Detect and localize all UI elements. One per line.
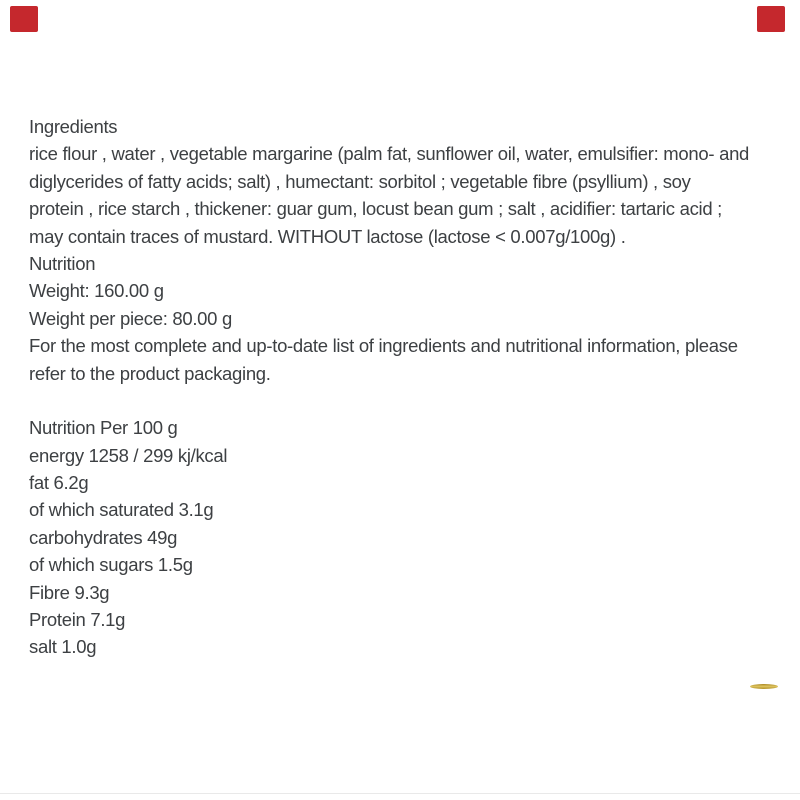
nutrition-row-salt: salt 1.0g	[29, 636, 97, 658]
weight-per-piece-value: Weight per piece: 80.00 g	[29, 307, 232, 329]
nutrition-row-protein: Protein 7.1g	[29, 609, 126, 631]
bottom-divider-line	[0, 793, 800, 794]
packaging-disclaimer-line: refer to the product packaging.	[29, 362, 271, 384]
packaging-disclaimer-line: For the most complete and up-to-date list of ingredients and nutritional information, please	[29, 335, 738, 357]
nutrition-row-energy: energy 1258 / 299 kj/kcal	[29, 444, 228, 466]
nutrition-per-100g-heading: Nutrition Per 100 g	[29, 417, 178, 439]
ingredients-text-line: protein , rice starch , thickener: guar gum, locust bean gum ; salt , acidifier: tartaric acid ;	[29, 198, 723, 220]
ingredients-text-line: may contain traces of mustard. WITHOUT lactose (lactose < 0.007g/100g) .	[29, 225, 626, 247]
nutrition-row-carbohydrates: carbohydrates 49g	[29, 526, 178, 548]
nutrition-heading: Nutrition	[29, 252, 96, 274]
nutrition-row-fibre: Fibre 9.3g	[29, 581, 110, 603]
ingredients-text-line: diglycerides of fatty acids; salt) , humectant: sorbitol ; vegetable fibre (psyllium) , soy	[29, 170, 691, 192]
weight-value: Weight: 160.00 g	[29, 280, 164, 302]
nutrition-row-saturated: of which saturated 3.1g	[29, 499, 214, 521]
product-description-text	[29, 113, 785, 661]
gold-crumb-decoration	[750, 684, 778, 689]
ingredients-heading: Ingredients	[29, 116, 118, 137]
nutrition-row-fat: fat 6.2g	[29, 472, 89, 494]
ingredients-text-line: rice flour , water , vegetable margarine (palm fat, sunflower oil, water, emulsifier: mono- and	[29, 143, 750, 165]
red-corner-mark-top-right	[757, 6, 785, 32]
red-corner-mark-top-left	[10, 6, 38, 32]
blank-line-spacer	[29, 387, 785, 414]
nutrition-row-sugars: of which sugars 1.5g	[29, 554, 193, 576]
